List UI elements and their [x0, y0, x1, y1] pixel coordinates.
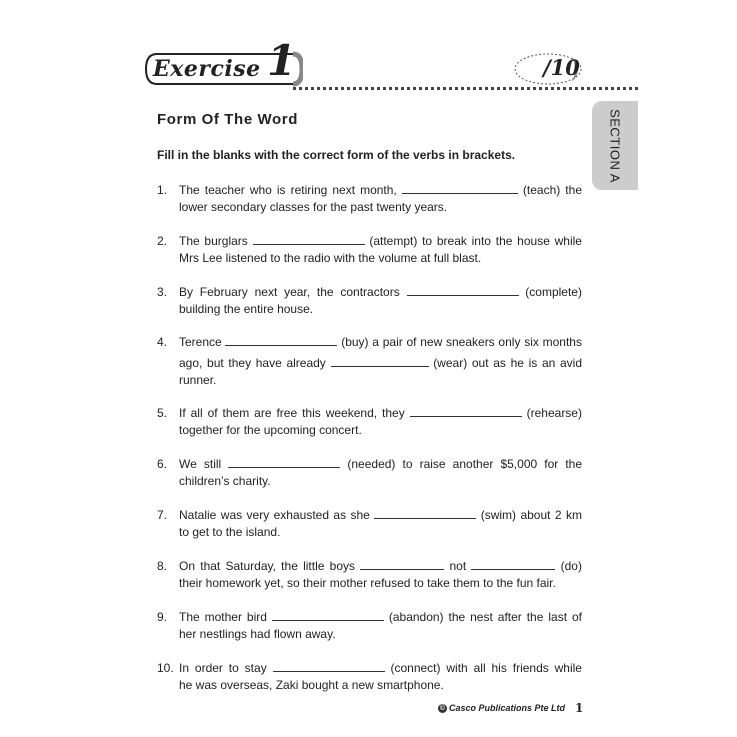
answer-blank[interactable]: [253, 233, 365, 245]
question-line: building the entire house.: [179, 302, 314, 316]
exercise-label: Exercise: [153, 56, 261, 82]
score-total: /10: [543, 55, 580, 80]
question-line: The burglars (attempt) to break into the house while: [179, 234, 582, 248]
question-line: Natalie was very exhausted as she (swim) about 2 km: [179, 508, 582, 522]
publisher-name: Casco Publications Pte Ltd: [449, 703, 566, 713]
answer-blank[interactable]: [331, 355, 429, 367]
question-line: If all of them are free this weekend, they (rehearse): [179, 406, 582, 420]
answer-blank[interactable]: [225, 334, 337, 346]
answer-blank[interactable]: [272, 609, 384, 621]
question-number: 1.: [157, 183, 168, 197]
question-number: 7.: [157, 508, 168, 522]
page-number: 1: [575, 701, 584, 715]
question-number: 5.: [157, 406, 168, 420]
question-line: children’s charity.: [179, 474, 271, 488]
header-divider: [293, 87, 638, 90]
question-line: We still (needed) to raise another $5,000 for the: [179, 457, 583, 471]
question-line: Mrs Lee listened to the radio with the volume at full blast.: [179, 251, 482, 265]
question-number: 2.: [157, 234, 168, 248]
section-tab-label: SECTION A: [607, 109, 623, 183]
instruction-text: Fill in the blanks with the correct form of the verbs in brackets.: [157, 148, 516, 162]
question-number: 3.: [157, 285, 168, 299]
answer-blank[interactable]: [407, 284, 519, 296]
answer-blank[interactable]: [402, 182, 518, 194]
exercise-number: 1: [267, 36, 297, 85]
question-line: together for the upcoming concert.: [179, 423, 362, 437]
question-line: lower secondary classes for the past twenty years.: [179, 200, 448, 214]
question-line: The mother bird (abandon) the nest after the last of: [179, 610, 582, 624]
question-line: ago, but they have already (wear) out as he is an avid: [179, 356, 582, 370]
question-line: runner.: [179, 373, 217, 387]
answer-blank[interactable]: [410, 405, 522, 417]
question-line: In order to stay (connect) with all his friends while: [179, 661, 582, 675]
question-line: her nestlings had flown away.: [179, 627, 336, 641]
question-number: 6.: [157, 457, 168, 471]
answer-blank[interactable]: [471, 558, 555, 570]
answer-blank[interactable]: [374, 507, 476, 519]
question-line: By February next year, the contractors (complete): [179, 285, 582, 299]
page-title: Form Of The Word: [157, 111, 298, 128]
question-line: to get to the island.: [179, 525, 281, 539]
question-number: 4.: [157, 335, 168, 349]
question-number: 9.: [157, 610, 168, 624]
answer-blank[interactable]: [273, 660, 385, 672]
question-line: On that Saturday, the little boys not (do): [179, 559, 582, 573]
answer-blank[interactable]: [228, 456, 340, 468]
question-number: 10.: [157, 661, 174, 675]
publisher-credit: [438, 703, 565, 713]
question-line: their homework yet, so their mother refused to take them to the fun fair.: [179, 576, 556, 590]
question-line: The teacher who is retiring next month, (teach) the: [179, 183, 582, 197]
question-number: 8.: [157, 559, 168, 573]
answer-blank[interactable]: [360, 558, 444, 570]
question-line: he was overseas, Zaki bought a new smartphone.: [179, 678, 444, 692]
question-line: Terence (buy) a pair of new sneakers only six months: [179, 335, 582, 349]
copyright-icon: ©: [439, 705, 446, 713]
